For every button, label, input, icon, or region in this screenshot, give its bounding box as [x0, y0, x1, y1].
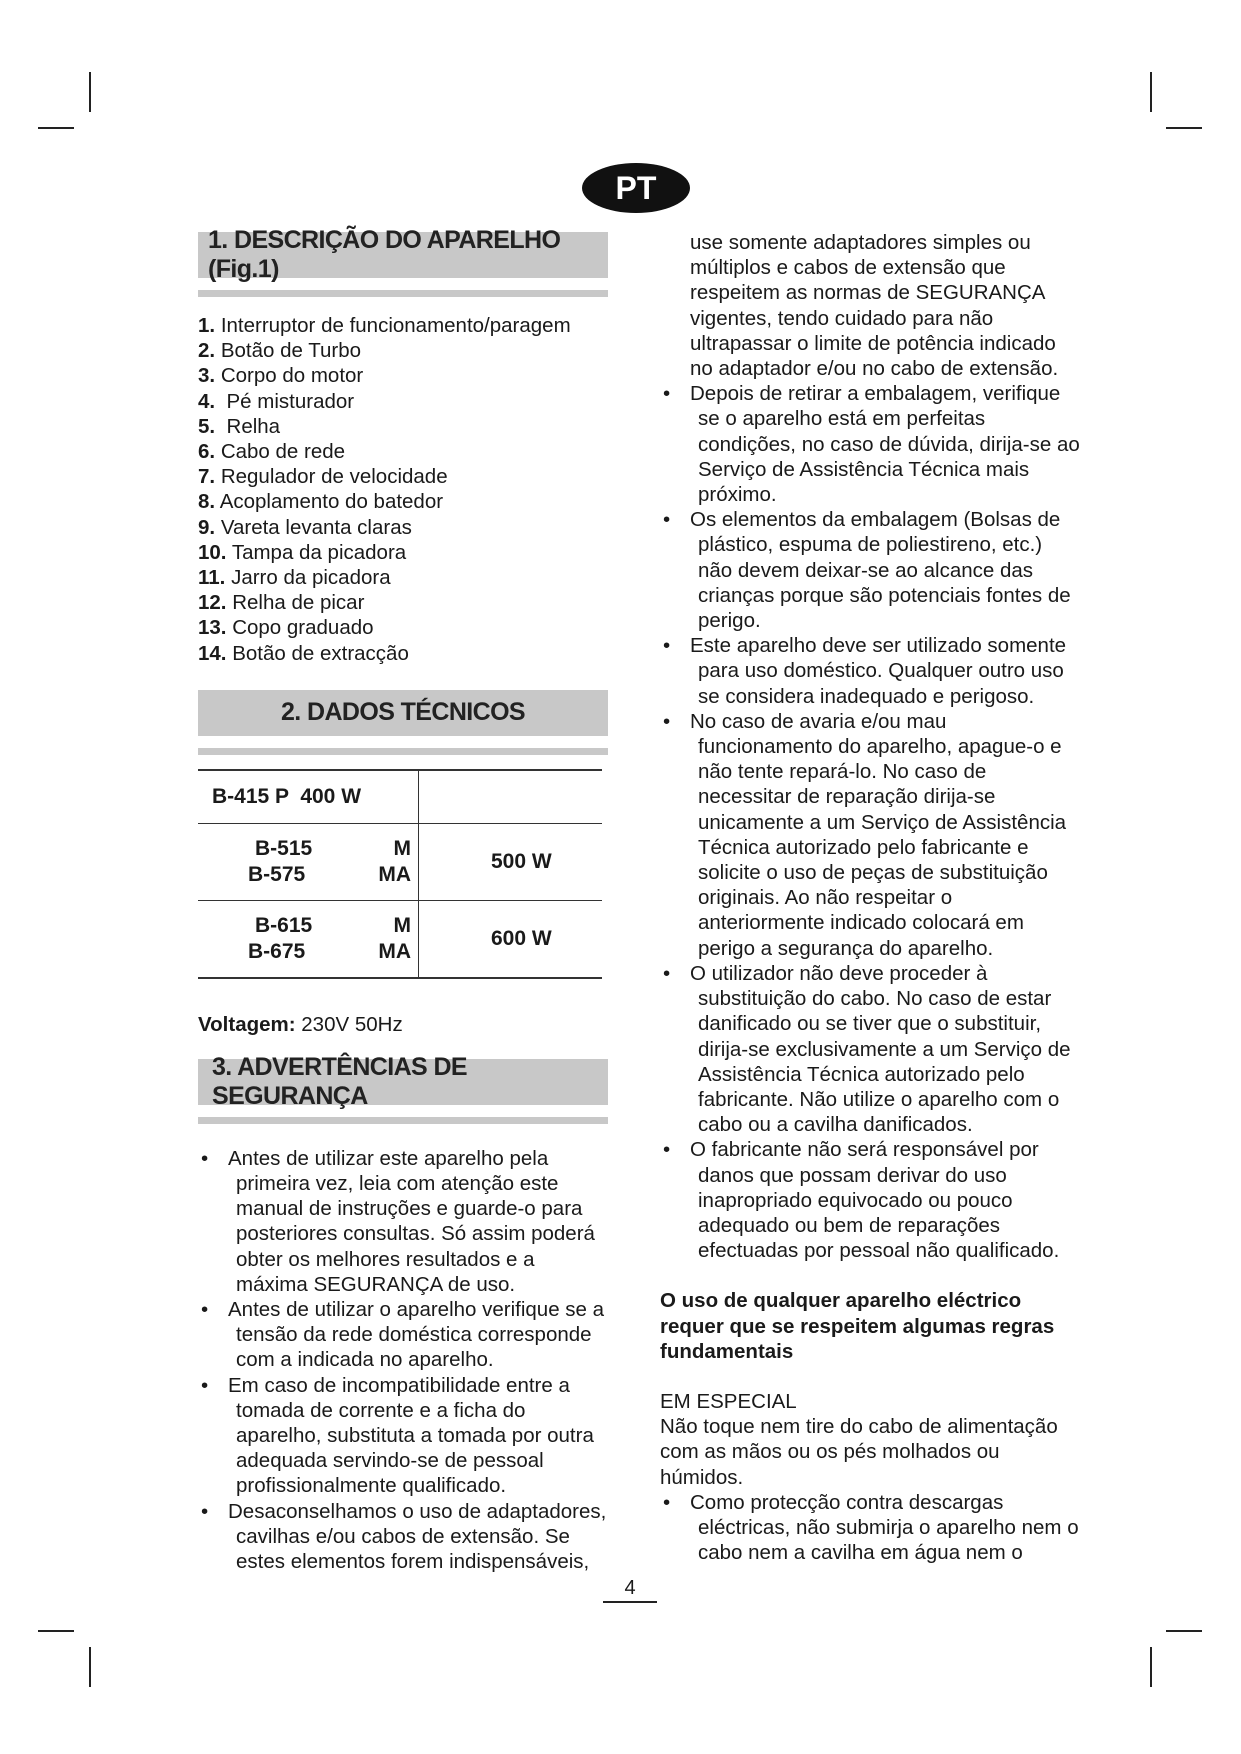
model-b415p: B-415 P 400 W [212, 784, 362, 808]
model-suffix: MA [378, 862, 411, 886]
safety-list-final [660, 1490, 1080, 1566]
section3-title: 3. ADVERTÊNCIAS DE SEGURANÇA [212, 1052, 467, 1110]
crop-mark-tl-v [89, 72, 91, 112]
section3-heading [198, 1052, 608, 1110]
safety-list-left [198, 1146, 608, 1574]
list-item: • Desaconselhamos o uso de adaptadores, cavilhas e/ou cabos de extensão. Se estes elementos forem indispensáveis, [198, 1499, 608, 1575]
model-name: B-615 [255, 913, 313, 937]
list-item: • Antes de utilizar este aparelho pela primeira vez, leia com atenção este manual de instruções e guarde-o para posteriores consultas. Só assim poderá obter os melhores resultados e a máxima SEGURANÇA de uso. [198, 1146, 608, 1297]
list-item: 5. Relha [198, 414, 281, 438]
special-heading: EM ESPECIAL [660, 1389, 797, 1413]
section1-title: 1. DESCRIÇÃO DO APARELHO (Fig.1) [208, 226, 561, 283]
section2-title: 2. DADOS TÉCNICOS [281, 698, 525, 727]
list-item: • Em caso de incompatibilidade entre a tomada de corrente e a ficha do aparelho, substituta a tomada por outra adequada servindo-se de pessoal profissionalmente qualificado. [198, 1373, 608, 1499]
list-item: • Antes de utilizar o aparelho verifique se a tensão da rede doméstica corresponde com a indicada no aparelho. [198, 1297, 608, 1373]
page-number: 4 [624, 1577, 636, 1599]
model-suffix: MA [378, 939, 411, 963]
page-number-underline [603, 1601, 657, 1603]
safety-continuation: use somente adaptadores simples ou múltiplos e cabos de extensão que respeitem as normas de SEGURANÇA vigentes, tendo cuidado para não ultrapassar o limite de potência indicado no adaptador e/ou no cabo de extensão. [690, 231, 1059, 381]
voltage-label: Voltagem: [198, 1012, 296, 1036]
left-column [198, 226, 608, 1574]
model-name: B-575 [248, 862, 306, 886]
safety-list-right [660, 381, 1080, 1263]
list-item: 9. Vareta levanta claras [198, 515, 412, 539]
crop-mark-tr-v [1150, 72, 1152, 112]
model-name: B-675 [248, 939, 306, 963]
list-item: 10. Tampa da picadora [198, 540, 407, 564]
section1-heading [198, 226, 608, 283]
list-item: 2. Botão de Turbo [198, 339, 361, 363]
table-row [198, 900, 602, 978]
list-item: 3. Corpo do motor [198, 364, 364, 388]
list-item: • Os elementos da embalagem (Bolsas de plástico, espuma de poliestireno, etc.) não devem deixar-se ao alcance das crianças porque são potenciais fontes de perigo. [660, 507, 1080, 633]
section2-divider [198, 748, 608, 755]
list-item: • O fabricante não será responsável por danos que possam derivar do uso inapropriado equivocado ou pouco adequado ou bem de reparações efectuadas por pessoal não qualificado. [660, 1137, 1080, 1263]
model-suffix: M [393, 913, 411, 937]
section3-divider [198, 1117, 608, 1124]
voltage-value: 230V 50Hz [295, 1012, 403, 1036]
list-item: 13. Copo graduado [198, 616, 374, 640]
technical-data-table [198, 769, 602, 979]
table-row [198, 770, 602, 824]
model-name: B-515 [255, 836, 313, 860]
list-item: 4. Pé misturador [198, 389, 355, 413]
list-item: 7. Regulador de velocidade [198, 465, 448, 489]
list-item: 11. Jarro da picadora [198, 566, 391, 590]
crop-mark-tr-h [1166, 127, 1202, 129]
list-item: 6. Cabo de rede [198, 440, 346, 464]
section2-heading [198, 690, 608, 736]
parts-list [198, 313, 608, 666]
power-value: 600 W [419, 900, 603, 978]
language-badge: PT [582, 163, 690, 213]
right-column [660, 230, 1080, 1565]
list-item: • Como protecção contra descargas eléctricas, não submirja o aparelho nem o cabo nem a cavilha em água nem o [660, 1490, 1080, 1566]
power-value: 500 W [419, 823, 603, 900]
list-item: • Este aparelho deve ser utilizado somente para uso doméstico. Qualquer outro uso se considera inadequado e perigoso. [660, 633, 1080, 709]
list-item: 1. Interruptor de funcionamento/paragem [198, 314, 571, 337]
crop-mark-bl-h [38, 1630, 74, 1632]
crop-mark-br-v [1150, 1647, 1152, 1687]
model-suffix: M [393, 836, 411, 860]
list-item: 14. Botão de extracção [198, 641, 409, 665]
list-item: 12. Relha de picar [198, 591, 365, 615]
crop-mark-tl-h [38, 127, 74, 129]
section1-divider [198, 290, 608, 297]
list-item: • Depois de retirar a embalagem, verifique se o aparelho está em perfeitas condições, no caso de dúvida, dirija-se ao Serviço de Assistência Técnica mais próximo. [660, 381, 1080, 507]
list-item: 8. Acoplamento do batedor [198, 490, 444, 514]
crop-mark-bl-v [89, 1647, 91, 1687]
crop-mark-br-h [1166, 1630, 1202, 1632]
table-row [198, 823, 602, 900]
bold-note: O uso de qualquer aparelho eléctrico requer que se respeitem algumas regras fundamentais [660, 1289, 1055, 1363]
list-item: • No caso de avaria e/ou mau funcionamento do aparelho, apague-o e não tente repará-lo. No caso de necessitar de reparação dirija-se unicamente a um Serviço de Assistência Técnica autorizado pelo fabricante e solicite o uso de peças de substituição originais. Ao não respeitar o anteriormente indicado colocará em perigo a segurança do aparelho. [660, 709, 1080, 961]
special-text: Não toque nem tire do cabo de alimentação com as mãos ou os pés molhados ou húmidos. [660, 1415, 1058, 1489]
list-item: • O utilizador não deve proceder à substituição do cabo. No caso de estar danificado ou se tiver que o substituir, dirija-se exclusivamente a um Serviço de Assistência Técnica autorizado pelo fabricante. Não utilize o aparelho com o cabo ou a cavilha danificados. [660, 961, 1080, 1137]
voltage-line [198, 1013, 608, 1037]
